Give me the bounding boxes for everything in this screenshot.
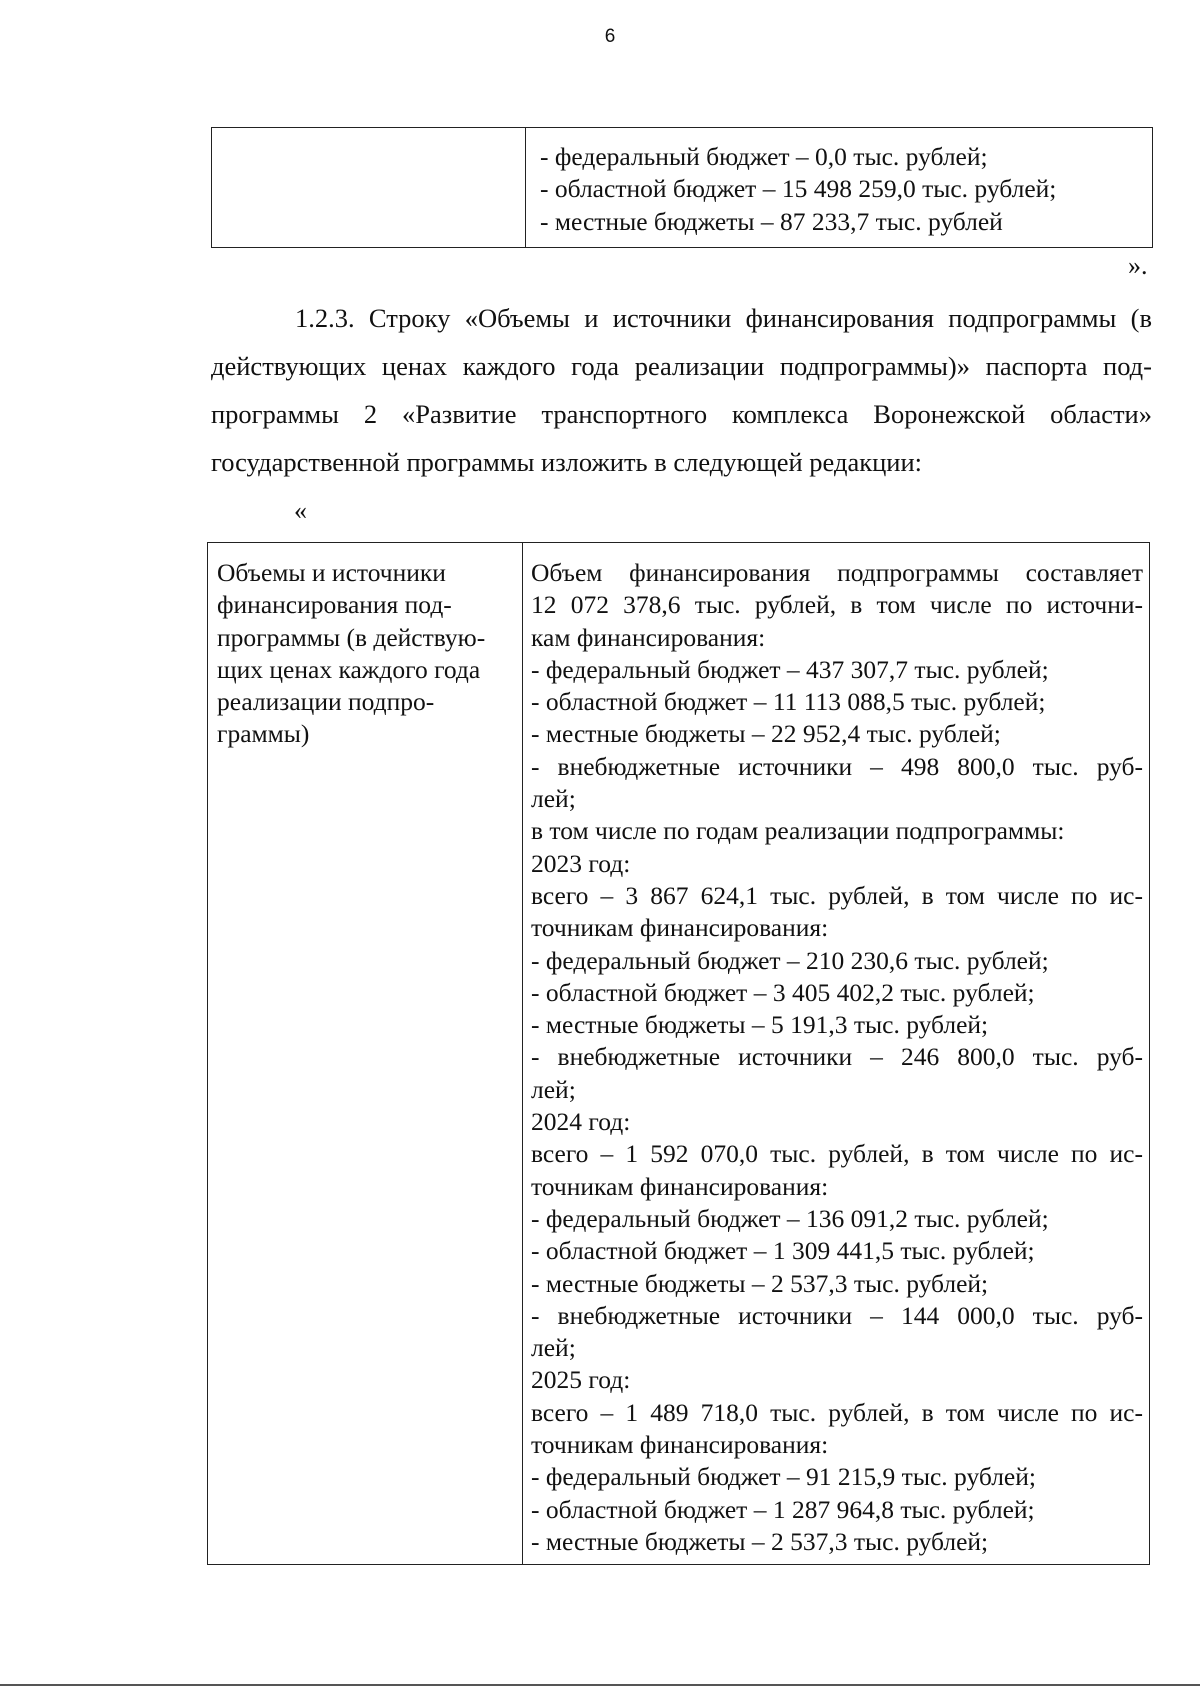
detail-line: - местные бюджеты – 5 191,3 тыс. рублей; <box>531 1010 989 1040</box>
top-table-left-cell <box>212 128 526 248</box>
label-line: финансирования под- <box>217 590 452 620</box>
top-table-fragment <box>211 127 1153 248</box>
detail-line: всего – 3 867 624,1 тыс. рублей, в том числе по ис- <box>531 880 1143 910</box>
financing-details-cell <box>523 543 1150 1565</box>
detail-line: - внебюджетные источники – 246 800,0 тыс. руб- <box>531 1042 1143 1072</box>
detail-line: 12 072 378,6 тыс. рублей, в том числе по источни- <box>531 590 1143 620</box>
table-row <box>208 543 1150 1565</box>
detail-line: - областной бюджет – 1 309 441,5 тыс. рублей; <box>531 1236 1035 1266</box>
paragraph-line: государственной программы изложить в следующей редакции: <box>211 447 922 477</box>
year-heading: 2025 год: <box>531 1365 631 1395</box>
amendment-paragraph <box>211 294 1152 486</box>
funding-line: - областной бюджет – 15 498 259,0 тыс. рублей; <box>540 174 1057 204</box>
financing-table <box>207 542 1150 1565</box>
table-row <box>212 128 1153 248</box>
top-table-right-cell <box>526 128 1153 248</box>
detail-line: - местные бюджеты – 2 537,3 тыс. рублей; <box>531 1526 989 1556</box>
detail-line: кам финансирования: <box>531 622 766 652</box>
year-heading: 2023 год: <box>531 848 631 878</box>
detail-line: - областной бюджет – 11 113 088,5 тыс. рублей; <box>531 687 1046 717</box>
detail-line: точникам финансирования: <box>531 1171 829 1201</box>
page-number: 6 <box>604 26 616 47</box>
detail-line: - внебюджетные источники – 498 800,0 тыс. руб- <box>531 751 1143 781</box>
label-line: граммы) <box>217 719 310 749</box>
detail-line: - федеральный бюджет – 437 307,7 тыс. рублей; <box>531 654 1049 684</box>
label-line: щих ценах каждого года <box>217 654 481 684</box>
detail-line: в том числе по годам реализации подпрограммы: <box>531 816 1065 846</box>
detail-line: - областной бюджет – 1 287 964,8 тыс. рублей; <box>531 1494 1035 1524</box>
detail-line: всего – 1 592 070,0 тыс. рублей, в том числе по ис- <box>531 1139 1143 1169</box>
closing-quote: ». <box>1128 251 1148 280</box>
paragraph-line: программы 2 «Развитие транспортного комплекса Воронежской области» <box>211 399 1152 429</box>
detail-line: точникам финансирования: <box>531 913 829 943</box>
detail-line: лей; <box>531 1074 576 1104</box>
year-heading: 2024 год: <box>531 1107 631 1137</box>
label-line: реализации подпро- <box>217 687 435 717</box>
financing-label-cell <box>208 543 523 1565</box>
detail-line: лей; <box>531 784 576 814</box>
paragraph-line: действующих ценах каждого года реализации подпрограммы)» паспорта под- <box>211 351 1152 381</box>
paragraph-line: 1.2.3. Строку «Объемы и источники финансирования подпрограммы (в <box>295 303 1152 333</box>
detail-line: - федеральный бюджет – 136 091,2 тыс. рублей; <box>531 1203 1049 1233</box>
detail-line: - федеральный бюджет – 91 215,9 тыс. рублей; <box>531 1462 1036 1492</box>
funding-line: - федеральный бюджет – 0,0 тыс. рублей; <box>540 142 988 171</box>
detail-line: точникам финансирования: <box>531 1430 829 1460</box>
funding-line: - местные бюджеты – 87 233,7 тыс. рублей <box>540 206 1003 236</box>
detail-line: Объем финансирования подпрограммы составляет <box>531 558 1143 587</box>
detail-line: - местные бюджеты – 22 952,4 тыс. рублей; <box>531 719 1001 749</box>
opening-quote: « <box>294 496 307 525</box>
detail-line: - федеральный бюджет – 210 230,6 тыс. рублей; <box>531 945 1049 975</box>
bottom-edge-line <box>0 1684 1200 1686</box>
detail-line: - внебюджетные источники – 144 000,0 тыс. руб- <box>531 1300 1143 1330</box>
detail-line: всего – 1 489 718,0 тыс. рублей, в том числе по ис- <box>531 1397 1143 1427</box>
detail-line: - областной бюджет – 3 405 402,2 тыс. рублей; <box>531 977 1035 1007</box>
detail-line: - местные бюджеты – 2 537,3 тыс. рублей; <box>531 1268 989 1298</box>
label-line: программы (в действую- <box>217 622 486 652</box>
label-line: Объемы и источники <box>217 558 446 587</box>
detail-line: лей; <box>531 1333 576 1363</box>
